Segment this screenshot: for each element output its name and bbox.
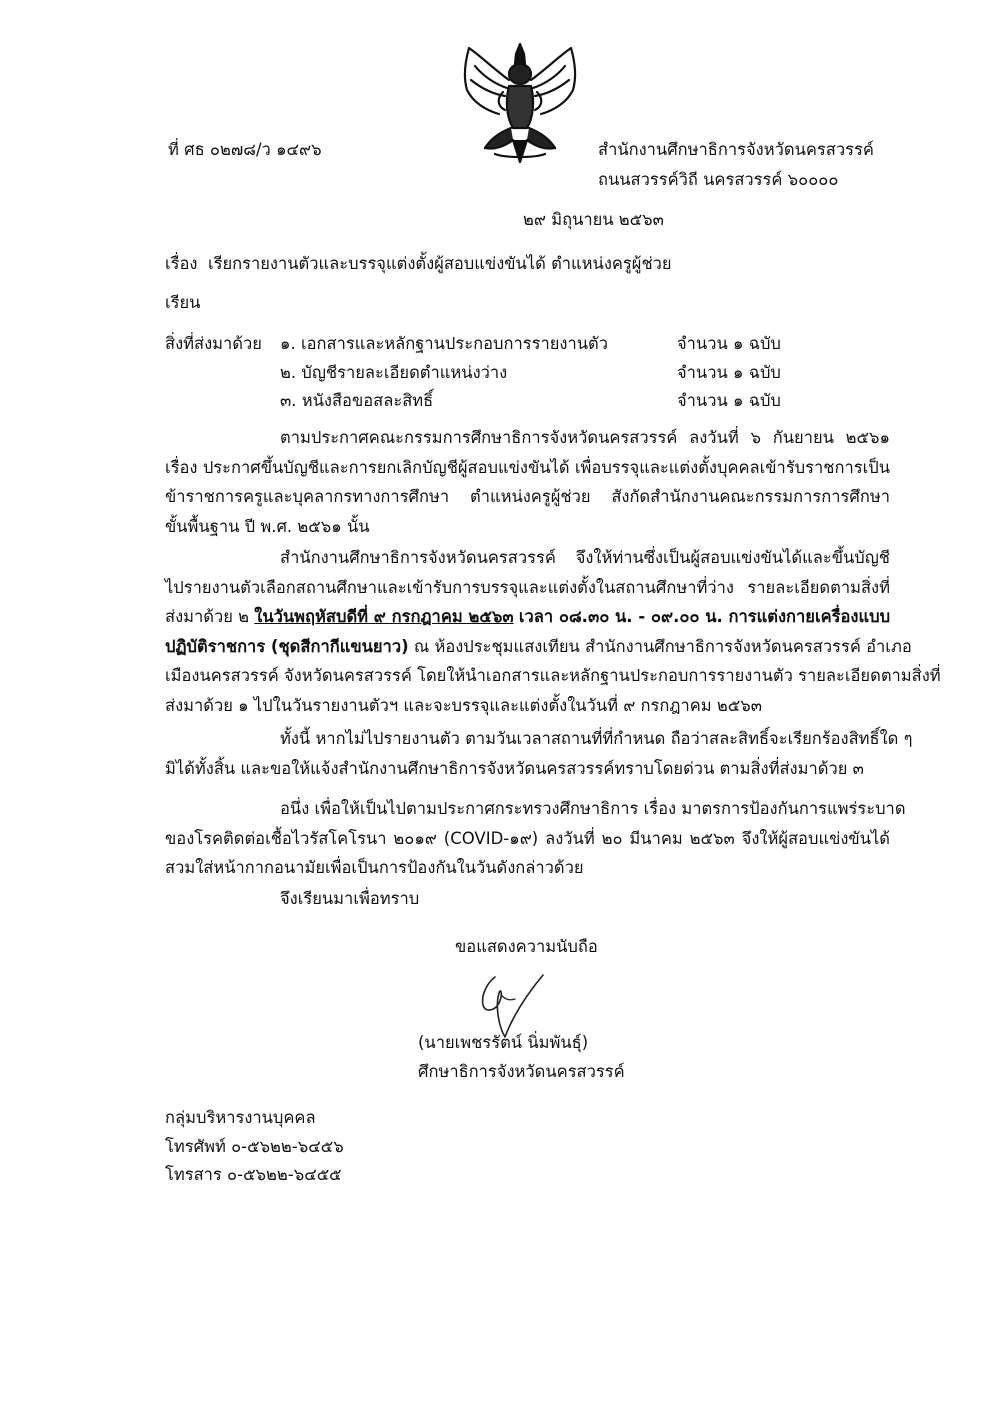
office-address: ถนนสวรรค์วิถี นครสวรรค์ ๖๐๐๐๐ [598,170,839,189]
text-segment: ส่งมาด้วย ๒ [165,607,250,626]
paragraph-1 [165,423,890,541]
enclosure-qty: จำนวน ๑ ฉบับ [677,334,781,353]
closing-line: จึงเรียนมาเพื่อทราบ [280,889,420,908]
paragraph-line: เมืองนครสวรรค์ จังหวัดนครสวรรค์ โดยให้นำเอกสารและหลักฐานประกอบการรายงานตัว รายละเอียดตามสิ่งที่ [165,666,941,685]
reference-number: ที่ ศธ ๐๒๗๘/ว ๑๔๙๖ [168,140,322,159]
paragraph-2 [165,543,941,720]
enclosure-text: ๓. หนังสือขอสละสิทธิ์ [280,391,434,410]
letter-date: ๒๙ มิถุนายน ๒๕๖๓ [523,210,664,229]
garuda-emblem-icon [455,40,585,165]
subject-text: เรียกรายงานตัวและบรรจุแต่งตั้งผู้สอบแข่งขันได้ ตำแหน่งครูผู้ช่วย [207,254,672,273]
enclosure-qty: จำนวน ๑ ฉบับ [677,362,781,382]
text-segment: ณ ห้องประชุมแสงเทียน สำนักงานศึกษาธิการจังหวัดนครสวรรค์ อำเภอ [413,636,912,656]
paragraph-4 [165,794,906,883]
paragraph-line: ของโรคติดต่อเชื้อไวรัสโคโรนา ๒๐๑๙ (COVID-๑๙) ลงวันที่ ๒๐ มีนาคม ๒๕๖๓ จึงให้ผู้สอบแข่งขันได้ [165,828,890,848]
list-item [165,387,805,416]
signer-title: ศึกษาธิการจังหวัดนครสวรรค์ [418,1062,625,1081]
subject-label: เรื่อง [165,254,198,273]
paragraph-line: ส่งมาด้วย ๑ ไปในวันรายงานตัวฯ และจะบรรจุและแต่งตั้งในวันที่ ๙ กรกฎาคม ๒๕๖๓ [165,695,763,715]
paragraph-line: ตามประกาศคณะกรรมการศึกษาธิการจังหวัดนครสวรรค์ ลงวันที่ ๖ กันยายน ๒๕๖๑ [280,428,890,447]
paragraph-line: ขั้นพื้นฐาน ปี พ.ศ. ๒๕๖๑ นั้น [165,516,370,536]
paragraph-line: ไปรายงานตัวเลือกสถานศึกษาและเข้ารับการบรรจุและแต่งตั้งในสถานศึกษาที่ว่าง รายละเอียดตามสิ่งที่ [165,577,890,597]
respect-closing: ขอแสดงความนับถือ [455,937,598,956]
enclosures-list [165,330,805,416]
paragraph-line: ทั้งนี้ หากไม่ไปรายงานตัว ตามวันเวลาสถานที่ที่กำหนด ถือว่าสละสิทธิ์จะเรียกร้องสิทธิ์ใด ๆ [280,729,913,748]
paragraph-line: สำนักงานศึกษาธิการจังหวัดนครสวรรค์ จึงให้ท่านซึ่งเป็นผู้สอบแข่งขันได้และขึ้นบัญชี [280,548,890,567]
paragraph-line: อนึ่ง เพื่อให้เป็นไปตามประกาศกระทรวงศึกษาธิการ เรื่อง มาตรการป้องกันการแพร่ระบาด [280,799,906,818]
subject-line [165,254,672,274]
paragraph-line: ข้าราชการครูและบุคลากรทางการศึกษา ตำแหน่งครูผู้ช่วย สังกัดสำนักงานคณะกรรมการการศึกษา [165,487,890,506]
list-item [165,359,805,388]
enclosure-qty: จำนวน ๑ ฉบับ [677,391,781,410]
paragraph-line: เรื่อง ประกาศขึ้นบัญชีและการยกเลิกบัญชีผู้สอบแข่งขันได้ เพื่อบรรจุและแต่งตั้งบุคคลเข้ารับราชการเป็น [165,457,890,477]
paragraph-line: มิได้ทั้งสิ้น และขอให้แจ้งสำนักงานศึกษาธิการจังหวัดนครสวรรค์ทราบโดยด่วน ตามสิ่งที่ส่งมาด้วย ๓ [165,758,864,778]
list-item [165,330,805,359]
office-name: สำนักงานศึกษาธิการจังหวัดนครสวรรค์ [598,140,874,159]
salutation: เรียน [165,293,201,312]
paragraph-line [165,602,890,632]
footer-phone: โทรศัพท์ ๐-๕๖๒๒-๖๔๕๖ [165,1137,344,1156]
footer-department: กลุ่มบริหารงานบุคคล [165,1108,316,1127]
enclosures-label: สิ่งที่ส่งมาด้วย [165,334,262,353]
paragraph-line [165,632,912,662]
report-time: เวลา ๐๘.๓๐ น. - ๐๙.๐๐ น. การแต่งกายเครื่องแบบ [518,607,891,626]
signer-name: (นายเพชรรัตน์ นิ่มพันธุ์) [418,1033,589,1052]
paragraph-3 [165,724,913,783]
paragraph-line: สวมใส่หน้ากากอนามัยเพื่อเป็นการป้องกันในวันดังกล่าวด้วย [165,858,584,877]
footer-fax: โทรสาร ๐-๕๖๒๒-๖๔๕๕ [165,1165,342,1184]
enclosure-text: ๒. บัญชีรายละเอียดตำแหน่งว่าง [280,362,508,382]
dress-code: ปฏิบัติราชการ (ชุดสีกากีแขนยาว) [165,636,409,656]
report-date: ในวันพฤหัสบดีที่ ๙ กรกฎาคม ๒๕๖๓ [254,607,514,626]
enclosure-text: ๑. เอกสารและหลักฐานประกอบการรายงานตัว [280,334,609,353]
